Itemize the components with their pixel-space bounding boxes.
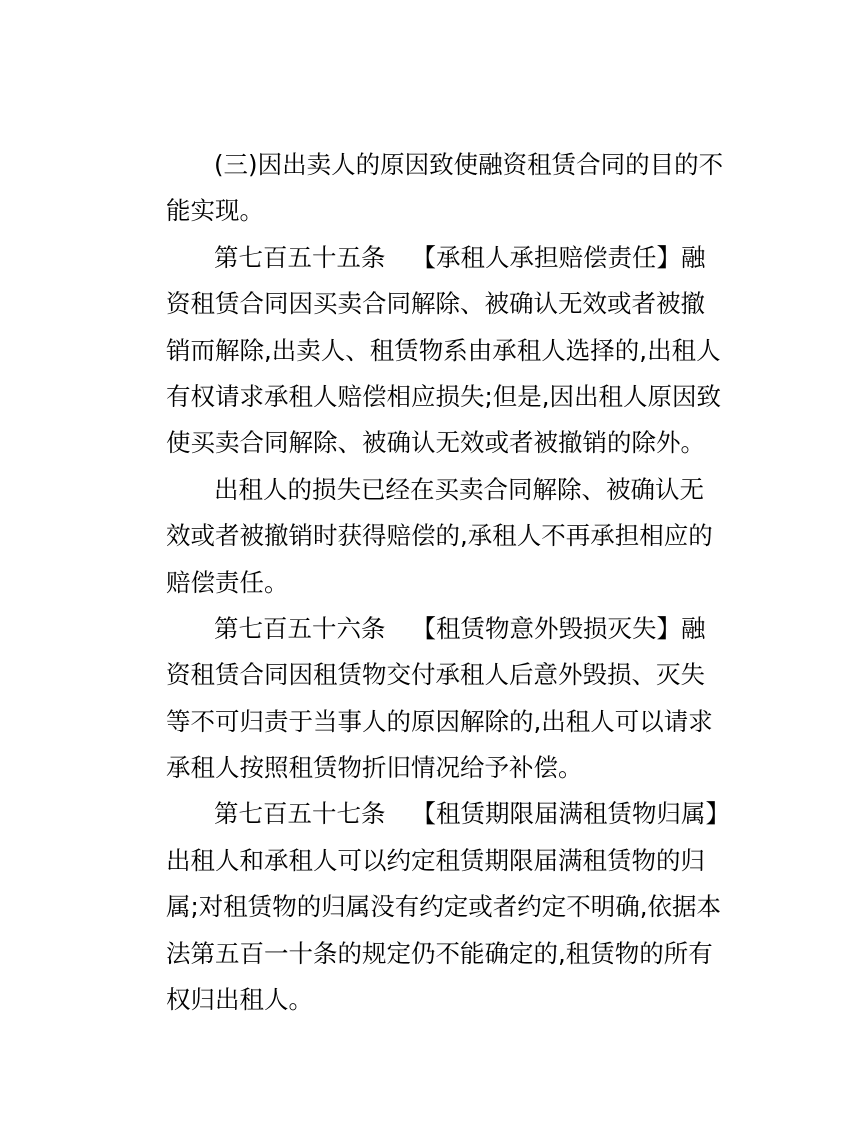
text-line: 权归出租人。	[166, 985, 313, 1015]
paragraph	[166, 606, 713, 792]
text-line: 资租赁合同因买卖合同解除、被确认无效或者被撤	[166, 289, 705, 319]
text-line: 资租赁合同因租赁物交付承租人后意外毁损、灭失	[166, 660, 705, 690]
text-line: 能实现。	[166, 196, 264, 226]
article-number: 第七百五十五条	[214, 242, 386, 272]
text-line: 出租人和承租人可以约定租赁期限届满租赁物的归	[166, 845, 705, 875]
text-line: 属;对租赁物的归属没有约定或者约定不明确,依据本	[166, 892, 722, 922]
article-number: 第七百五十七条	[214, 799, 386, 829]
article-title: 【承租人承担赔偿责任】融	[411, 242, 706, 272]
document-body	[166, 142, 730, 1023]
paragraph	[166, 791, 730, 1023]
text-line: 使买卖合同解除、被确认无效或者被撤销的除外。	[166, 428, 705, 458]
article-title: 【租赁期限届满租赁物归属】	[411, 799, 730, 829]
text-line: 有权请求承租人赔偿相应损失;但是,因出租人原因致	[166, 381, 722, 411]
text-line: 承租人按照租赁物折旧情况给予补偿。	[166, 753, 583, 783]
article-title: 【租赁物意外毁损灭失】融	[411, 613, 706, 643]
text-line: (三)因出卖人的原因致使融资租赁合同的目的不	[214, 150, 724, 179]
article-heading-line	[166, 791, 730, 837]
paragraph	[166, 467, 713, 606]
paragraph	[166, 142, 724, 235]
text-line: 出租人的损失已经在买卖合同解除、被确认无	[214, 474, 704, 504]
text-line: 赔偿责任。	[166, 567, 289, 597]
paragraph	[166, 235, 722, 467]
text-line: 等不可归责于当事人的原因解除的,出租人可以请求	[166, 706, 713, 736]
article-number: 第七百五十六条	[214, 613, 386, 643]
article-heading-line	[166, 235, 706, 281]
article-heading-line	[166, 606, 706, 652]
text-line: 销而解除,出卖人、租赁物系由承租人选择的,出租人	[166, 335, 721, 365]
text-line: 法第五百一十条的规定仍不能确定的,租赁物的所有	[166, 938, 713, 968]
text-line: 效或者被撤销时获得赔偿的,承租人不再承担相应的	[166, 521, 713, 551]
